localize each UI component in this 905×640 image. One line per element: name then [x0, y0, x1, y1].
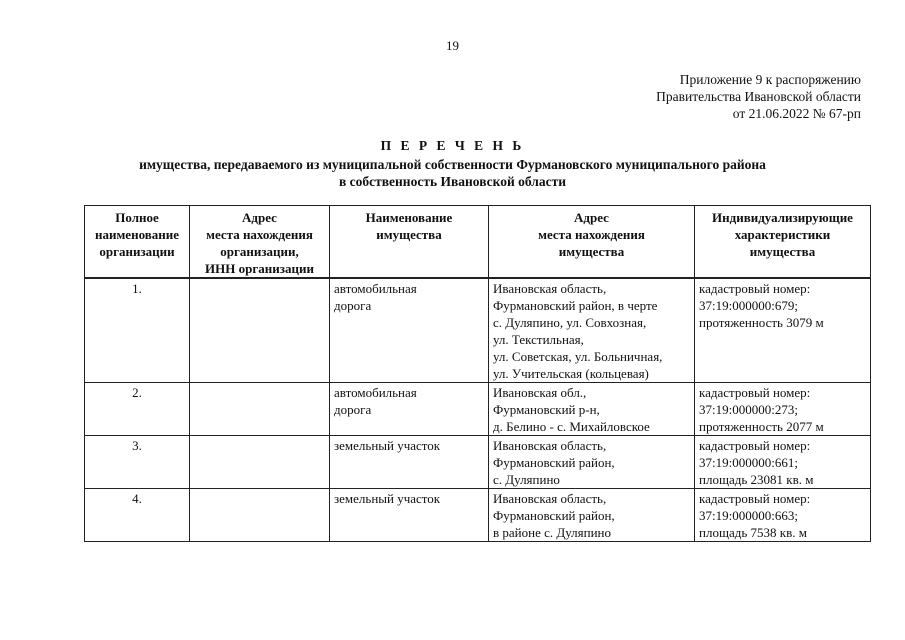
header-line: Наименование — [365, 210, 453, 225]
cell-line: д. Белино - с. Михайловское — [493, 419, 650, 434]
appendix-line: Правительства Ивановской области — [656, 89, 861, 104]
header-line: Полное — [115, 210, 159, 225]
cell-line: Фурмановский р-н, — [493, 402, 600, 417]
cell-line: Фурмановский район, — [493, 455, 615, 470]
cell-line: Фурмановский район, в черте — [493, 298, 658, 313]
property-name-cell — [330, 383, 489, 436]
property-table — [84, 205, 871, 542]
row-number: 4. — [85, 489, 190, 542]
appendix-line: Приложение 9 к распоряжению — [679, 72, 861, 87]
characteristics-cell — [695, 383, 871, 436]
cell-line: кадастровый номер: — [699, 281, 811, 296]
property-name-cell — [330, 278, 489, 383]
cell-line: площадь 23081 кв. м — [699, 472, 814, 487]
header-line: организации, — [220, 244, 299, 259]
subtitle-line: имущества, передаваемого из муниципальной собственности Фурмановского муниципального района — [139, 157, 766, 172]
row-number: 3. — [85, 436, 190, 489]
cell-line: ул. Текстильная, — [493, 332, 584, 347]
org-address-cell — [190, 436, 330, 489]
cell-line: в районе с. Дуляпино — [493, 525, 611, 540]
header-line: ИНН организации — [205, 261, 314, 276]
header-characteristics — [695, 206, 871, 279]
header-line: Индивидуализирующие — [712, 210, 853, 225]
row-number: 1. — [85, 278, 190, 383]
property-name-cell — [330, 489, 489, 542]
cell-line: Ивановская обл., — [493, 385, 587, 400]
header-line: организации — [99, 244, 175, 259]
characteristics-cell — [695, 278, 871, 383]
org-address-cell — [190, 278, 330, 383]
header-line: наименование — [94, 227, 180, 242]
characteristics-cell — [695, 489, 871, 542]
header-line: Адрес — [574, 210, 609, 225]
property-address-cell — [489, 436, 695, 489]
table-header-row — [85, 206, 871, 279]
header-property-address — [489, 206, 695, 279]
appendix-note — [656, 71, 861, 122]
property-name-cell — [330, 436, 489, 489]
cell-line: земельный участок — [334, 438, 441, 453]
header-line: Адрес — [242, 210, 277, 225]
cell-line: автомобильная — [334, 385, 417, 400]
cell-line: земельный участок — [334, 491, 441, 506]
cell-line: кадастровый номер: — [699, 491, 811, 506]
header-line: имущества — [558, 244, 625, 259]
cell-line: ул. Учительская (кольцевая) — [493, 366, 649, 381]
cell-line: площадь 7538 кв. м — [699, 525, 807, 540]
cell-line: Ивановская область, — [493, 438, 607, 453]
cell-line: ул. Советская, ул. Больничная, — [493, 349, 663, 364]
cell-line: кадастровый номер: — [699, 438, 811, 453]
org-address-cell — [190, 489, 330, 542]
document-subtitle — [0, 156, 905, 190]
table-row — [85, 436, 871, 489]
cell-line: 37:19:000000:273; — [699, 402, 798, 417]
cell-line: протяженность 2077 м — [699, 419, 824, 434]
cell-line: 37:19:000000:679; — [699, 298, 798, 313]
header-line: места нахождения — [206, 227, 313, 242]
header-line: характеристики — [734, 227, 831, 242]
cell-line: с. Дуляпино, ул. Совхозная, — [493, 315, 647, 330]
cell-line: 37:19:000000:661; — [699, 455, 798, 470]
page-number: 19 — [446, 38, 459, 53]
property-address-cell — [489, 383, 695, 436]
header-line: места нахождения — [538, 227, 645, 242]
cell-line: с. Дуляпино — [493, 472, 560, 487]
cell-line: 37:19:000000:663; — [699, 508, 798, 523]
header-org-name — [85, 206, 190, 279]
property-address-cell — [489, 278, 695, 383]
cell-line: Ивановская область, — [493, 491, 607, 506]
cell-line: дорога — [334, 402, 372, 417]
table-row — [85, 383, 871, 436]
cell-line: Фурмановский район, — [493, 508, 615, 523]
cell-line: Ивановская область, — [493, 281, 607, 296]
document-title: П Е Р Е Ч Е Н Ь — [380, 138, 525, 153]
table-row — [85, 278, 871, 383]
header-property-name — [330, 206, 489, 279]
table-row — [85, 489, 871, 542]
header-org-address — [190, 206, 330, 279]
property-address-cell — [489, 489, 695, 542]
cell-line: протяженность 3079 м — [699, 315, 824, 330]
characteristics-cell — [695, 436, 871, 489]
org-address-cell — [190, 383, 330, 436]
header-line: имущества — [749, 244, 816, 259]
header-line: имущества — [376, 227, 442, 242]
cell-line: автомобильная — [334, 281, 417, 296]
cell-line: кадастровый номер: — [699, 385, 811, 400]
subtitle-line: в собственность Ивановской области — [338, 174, 567, 189]
appendix-line: от 21.06.2022 № 67-рп — [732, 106, 861, 121]
cell-line: дорога — [334, 298, 372, 313]
row-number: 2. — [85, 383, 190, 436]
